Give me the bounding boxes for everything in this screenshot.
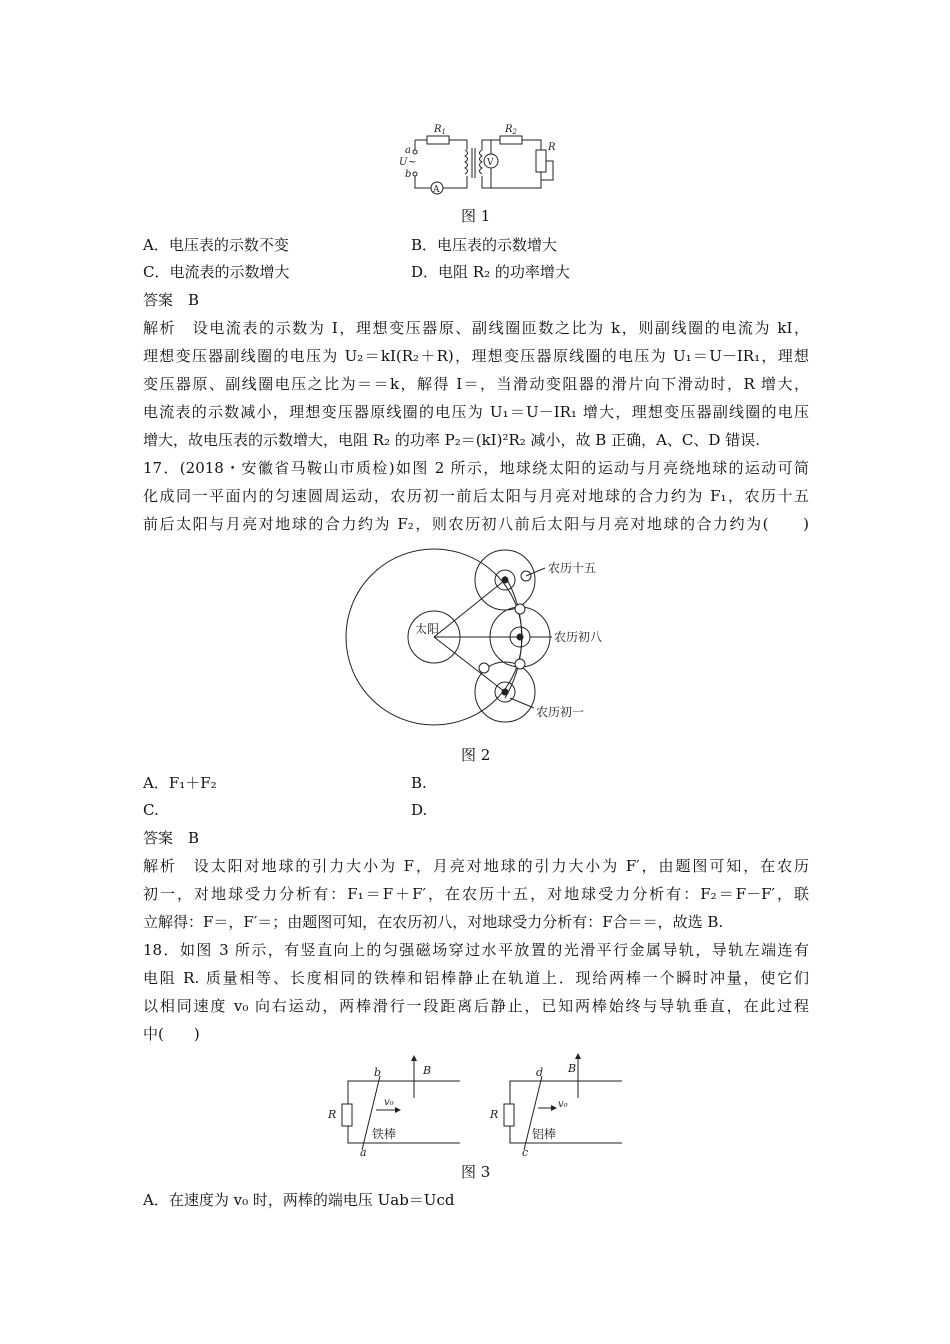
q16-analysis-line-5: 增大，故电压表的示数增大，电阻 R₂ 的功率 P₂＝(kI)²R₂ 减小，故 B 正确，A、C、D 错误.	[143, 431, 760, 449]
a-label: a	[405, 145, 411, 156]
fig3-right-rod: 铝棒	[532, 1127, 557, 1141]
figure-1-caption: 图 1	[461, 207, 491, 225]
voltmeter-label: V	[487, 158, 494, 168]
q17-option-a: A．F₁＋F₂	[143, 774, 217, 792]
q17-analysis-line-3: 立解得：F＝，F′＝；由题图可知，在农历初八，对地球受力分析有：F合＝＝，故选 B.	[143, 913, 724, 931]
q16-option-d: D．电阻 R₂ 的功率增大	[411, 263, 570, 281]
figure-2-caption: 图 2	[461, 746, 491, 764]
fig3-right-d: d	[536, 1066, 544, 1079]
q18-stem-line-2: 电阻 R. 质量相等、长度相同的铁棒和铝棒静止在轨道上．现给两棒一个瞬时冲量，使它们	[143, 969, 809, 987]
q16-option-b: B．电压表的示数增大	[411, 236, 558, 254]
q16-analysis-line-1: 解析 设电流表的示数为 I，理想变压器原、副线圈匝数之比为 k，则副线圈的电流为 kI，	[143, 319, 809, 337]
q17-answer: 答案 B	[143, 829, 200, 847]
q18-stem-line-1: 18．如图 3 所示，有竖直向上的匀强磁场穿过水平放置的光滑平行金属导轨，导轨左端连有	[143, 941, 809, 959]
label-15th: 农历十五	[548, 561, 597, 575]
q16-analysis-line-4: 电流表的示数减小，理想变压器原线圈的电压为 U₁＝U－IR₁ 增大，理想变压器副线圈的电压	[143, 403, 809, 421]
label-1st: 农历初一	[536, 705, 585, 719]
figure-1-circuit	[395, 118, 565, 198]
q17-analysis-line-2: 初一，对地球受力分析有：F₁＝F＋F′，在农历十五，对地球受力分析有：F₂＝F－F′，联	[143, 885, 809, 903]
q17-option-c: C.	[143, 801, 159, 819]
q18-stem-line-4: 中( )	[143, 1025, 200, 1043]
fig3-left-v0: v₀	[384, 1097, 394, 1108]
q16-analysis-line-3: 变压器原、副线圈电压之比为＝＝k，解得 I＝，当滑动变阻器的滑片向下滑动时，R 增大，	[143, 375, 809, 393]
fig3-left-a: a	[360, 1146, 367, 1158]
figure-2-orbits	[330, 540, 650, 745]
label-8th: 农历初八	[554, 630, 603, 644]
q17-option-d: D.	[411, 801, 428, 819]
q17-option-b: B.	[411, 774, 427, 792]
figure-3-rails	[320, 1048, 630, 1158]
fig3-left-b: b	[374, 1066, 382, 1079]
fig3-right-field: B	[568, 1062, 577, 1075]
q17-analysis-line-1: 解析 设太阳对地球的引力大小为 F，月亮对地球的引力大小为 F′，由题图可知，在农历	[143, 857, 809, 875]
ammeter-label: A	[433, 185, 440, 195]
sun-label: 太阳	[415, 622, 440, 636]
q17-stem-line-1: 17．(2018・安徽省马鞍山市质检)如图 2 所示，地球绕太阳的运动与月亮绕地球的运动可简	[143, 459, 809, 477]
q17-stem-line-3: 前后太阳与月亮对地球的合力约为 F₂，则农历初八前后太阳与月亮对地球的合力约为( )	[143, 515, 809, 533]
fig3-left-rod: 铁棒	[372, 1127, 397, 1141]
figure-3-caption: 图 3	[461, 1163, 491, 1181]
r2-label: $R_2$	[505, 124, 517, 136]
q16-option-a: A．电压表的示数不变	[143, 236, 289, 254]
b-label: b	[405, 169, 412, 180]
r1-label: $R_1$	[434, 124, 446, 136]
fig3-right-c: c	[522, 1146, 529, 1158]
fig3-right-r: R	[490, 1108, 499, 1121]
q16-analysis-line-2: 理想变压器副线圈的电压为 U₂＝kI(R₂＋R)，理想变压器原线圈的电压为 U₁＝U－IR₁，理想	[143, 347, 809, 365]
u-label: U	[399, 157, 408, 168]
tilde-label: ~	[408, 157, 417, 168]
fig3-left-r: R	[328, 1108, 337, 1121]
q17-stem-line-2: 化成同一平面内的匀速圆周运动，农历初一前后太阳与月亮对地球的合力约为 F₁，农历十五	[143, 487, 809, 505]
q16-answer: 答案 B	[143, 291, 200, 309]
q16-option-c: C．电流表的示数增大	[143, 263, 290, 281]
fig3-left-field: B	[423, 1064, 432, 1077]
r-label: R	[548, 142, 556, 153]
q18-stem-line-3: 以相同速度 v₀ 向右运动，两棒滑行一段距离后静止，已知两棒始终与导轨垂直，在此过程	[143, 997, 809, 1015]
fig3-right-v0: v₀	[558, 1099, 568, 1110]
q18-option-a: A．在速度为 v₀ 时，两棒的端电压 Uab＝Ucd	[143, 1191, 455, 1209]
